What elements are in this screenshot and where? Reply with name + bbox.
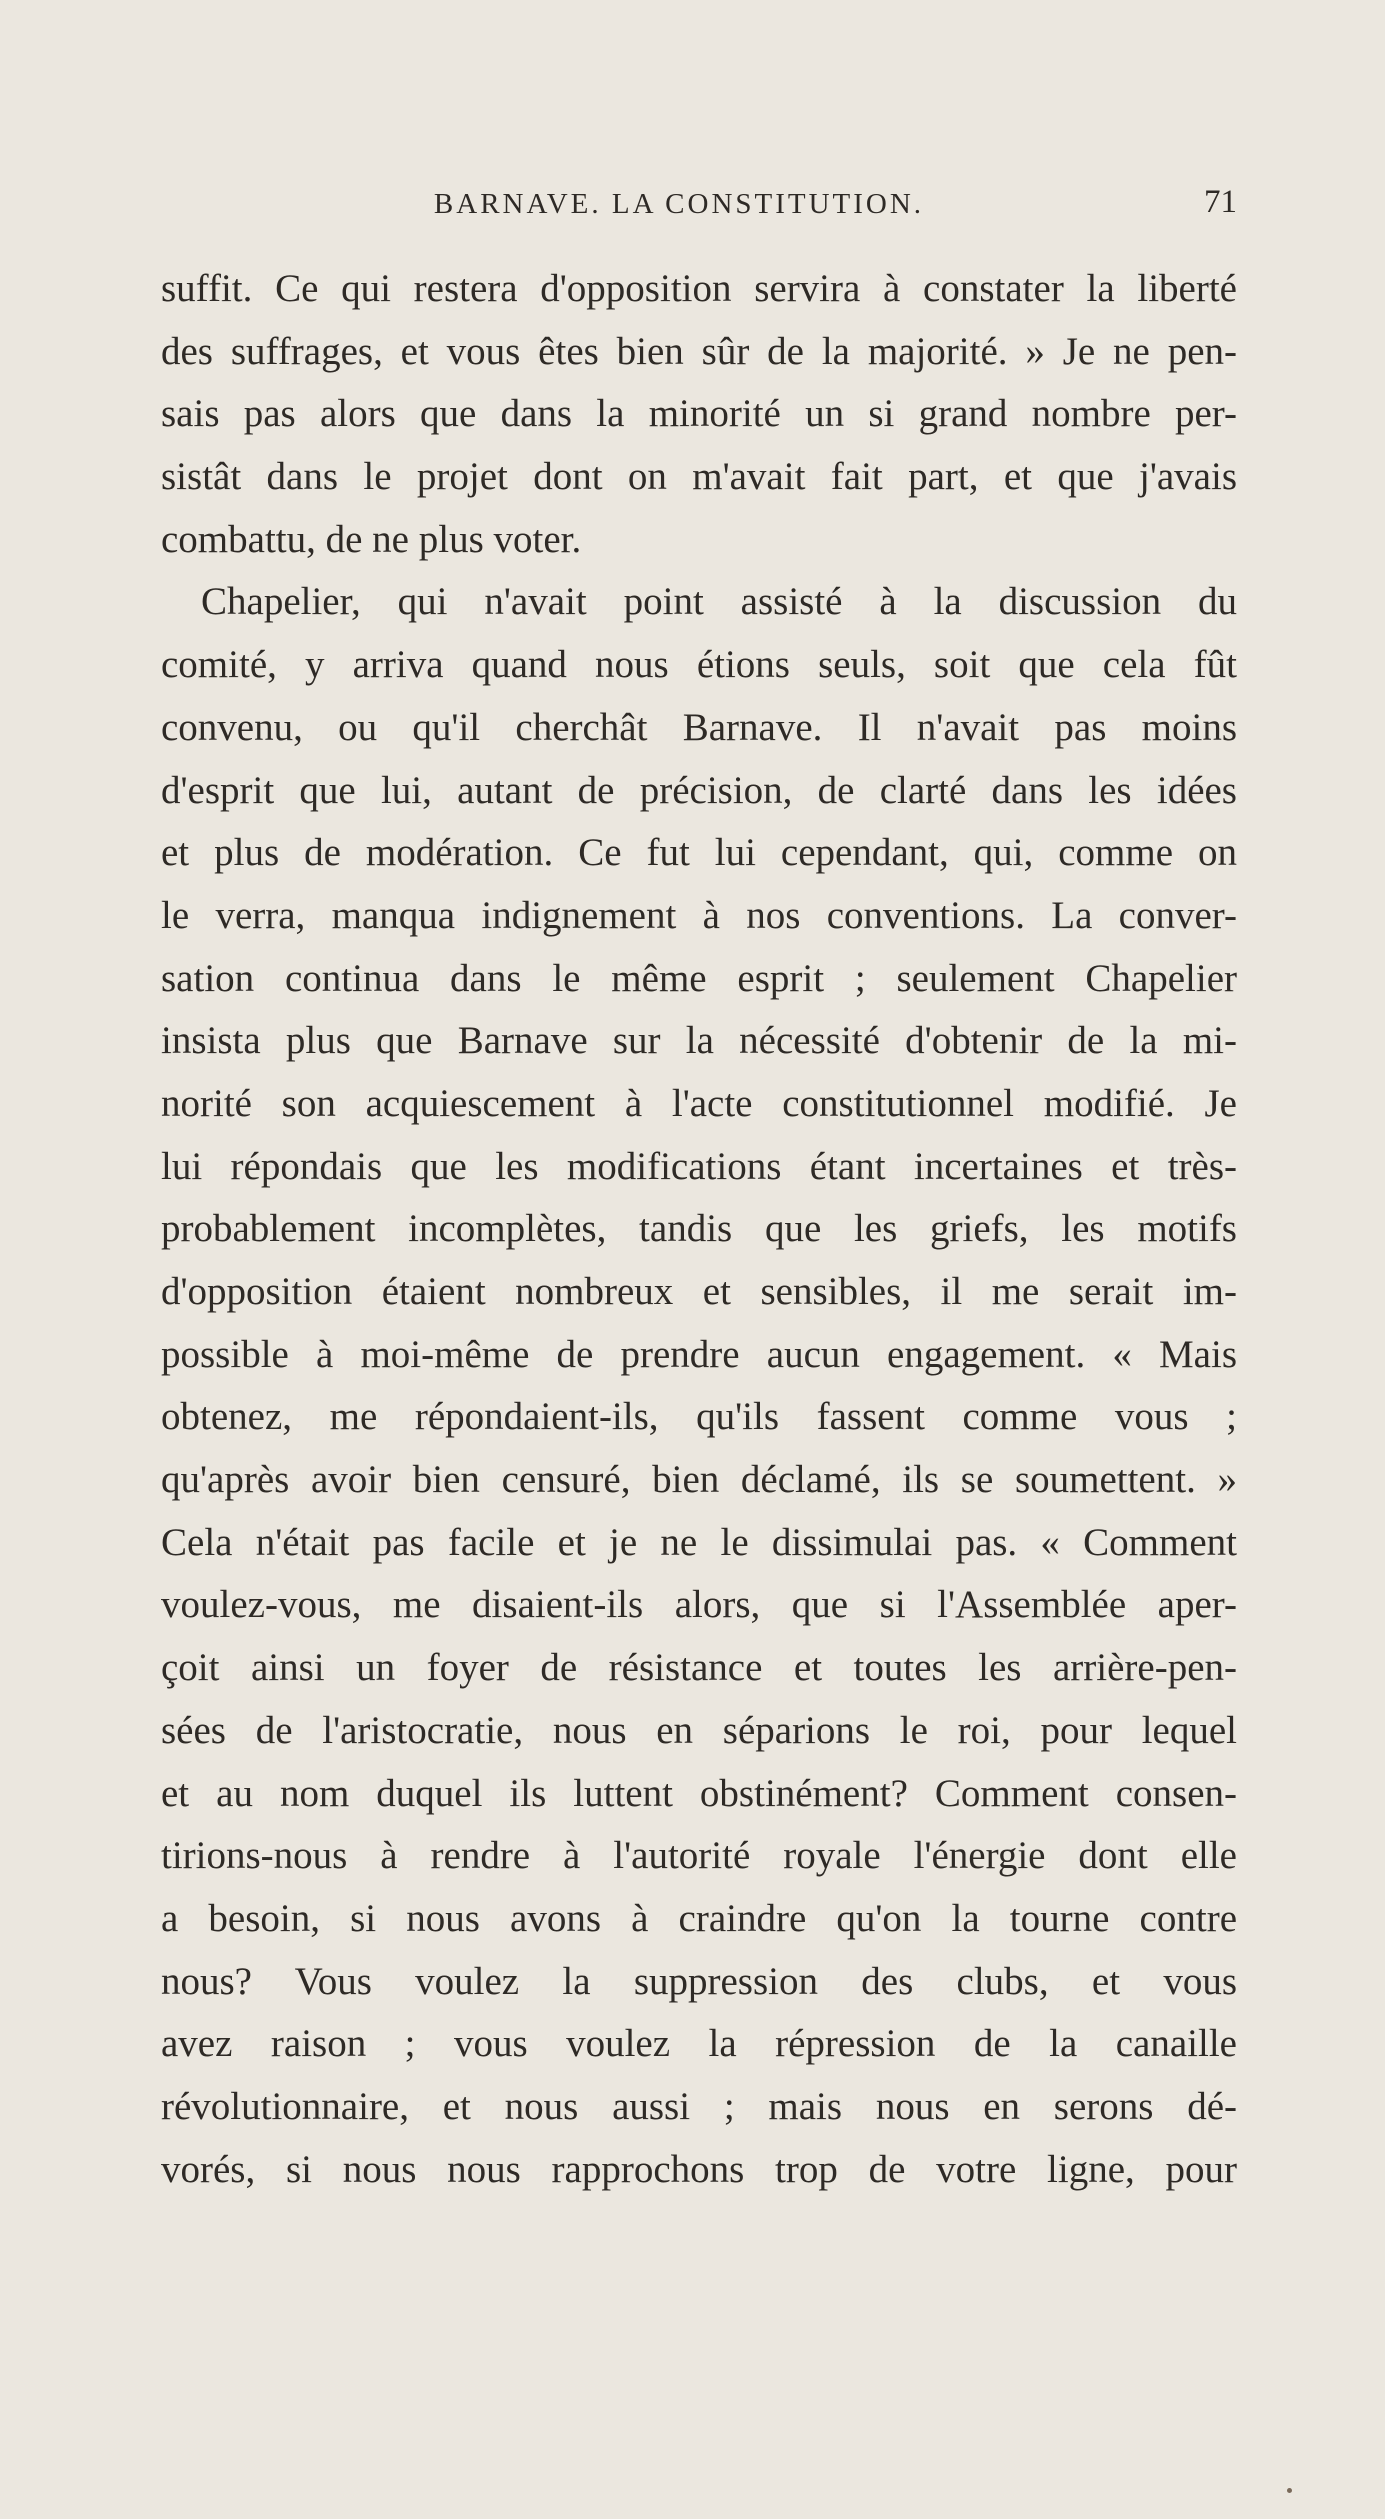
text-line: convenu, ou qu'il cherchât Barnave. Il n'avait pas moins: [161, 705, 1237, 749]
text-line: Chapelier, qui n'avait point assisté à la discussion du: [201, 580, 1237, 624]
text-line: possible à moi-même de prendre aucun engagement. « Mais: [161, 1332, 1237, 1376]
text-line: a besoin, si nous avons à craindre qu'on la tourne contre: [161, 1896, 1237, 1940]
text-line: des suffrages, et vous êtes bien sûr de la majorité. » Je ne pen-: [161, 329, 1237, 373]
text-line: sistât dans le projet dont on m'avait fait part, et que j'avais: [161, 455, 1237, 499]
text-line: insista plus que Barnave sur la nécessité d'obtenir de la mi-: [161, 1019, 1237, 1063]
text-line: çoit ainsi un foyer de résistance et toutes les arrière-pen-: [161, 1646, 1237, 1690]
text-line: révolutionnaire, et nous aussi ; mais nous en serons dé-: [161, 2084, 1237, 2128]
text-line: sais pas alors que dans la minorité un si grand nombre per-: [161, 392, 1237, 436]
text-line: vorés, si nous nous rapprochons trop de votre ligne, pour: [161, 2147, 1237, 2191]
text-line: d'opposition étaient nombreux et sensibles, il me serait im-: [161, 1270, 1237, 1313]
text-line: qu'après avoir bien censuré, bien déclamé, ils se soumettent. »: [161, 1458, 1237, 1502]
text-line: avez raison ; vous voulez la répression de la canaille: [161, 2022, 1237, 2066]
text-line: combattu, de ne plus voter.: [161, 517, 582, 561]
text-line: voulez-vous, me disaient-ils alors, que si l'Assemblée aper-: [161, 1583, 1237, 1627]
text-line: lui répondais que les modifications étant incertaines et très-: [161, 1144, 1237, 1188]
text-line: nous? Vous voulez la suppression des clubs, et vous: [161, 1959, 1237, 2003]
paper-speck: [1287, 2488, 1292, 2493]
text-line: norité son acquiescement à l'acte constitutionnel modifié. Je: [161, 1081, 1237, 1125]
text-line: Cela n'était pas facile et je ne le dissimulai pas. « Comment: [161, 1520, 1237, 1564]
text-line: probablement incomplètes, tandis que les griefs, les motifs: [161, 1207, 1237, 1251]
body-text: [161, 258, 1237, 2201]
text-line: d'esprit que lui, autant de précision, de clarté dans les idées: [161, 768, 1237, 812]
text-line: comité, y arriva quand nous étions seuls, soit que cela fût: [161, 643, 1237, 687]
text-line: obtenez, me répondaient-ils, qu'ils fassent comme vous ;: [161, 1395, 1237, 1439]
text-line: et plus de modération. Ce fut lui cependant, qui, comme on: [161, 831, 1237, 875]
text-line: suffit. Ce qui restera d'opposition servira à constater la liberté: [161, 267, 1237, 310]
text-line: le verra, manqua indignement à nos conventions. La conver-: [161, 893, 1237, 937]
running-title: BARNAVE. LA CONSTITUTION.: [433, 188, 925, 220]
page-number: 71: [1204, 184, 1237, 220]
running-header: [161, 180, 1237, 230]
text-line: sées de l'aristocratie, nous en séparions le roi, pour lequel: [161, 1708, 1237, 1752]
text-line: sation continua dans le même esprit ; seulement Chapelier: [161, 956, 1237, 1000]
text-line: tirions-nous à rendre à l'autorité royale l'énergie dont elle: [161, 1834, 1237, 1878]
text-line: et au nom duquel ils luttent obstinément? Comment consen-: [161, 1771, 1237, 1815]
